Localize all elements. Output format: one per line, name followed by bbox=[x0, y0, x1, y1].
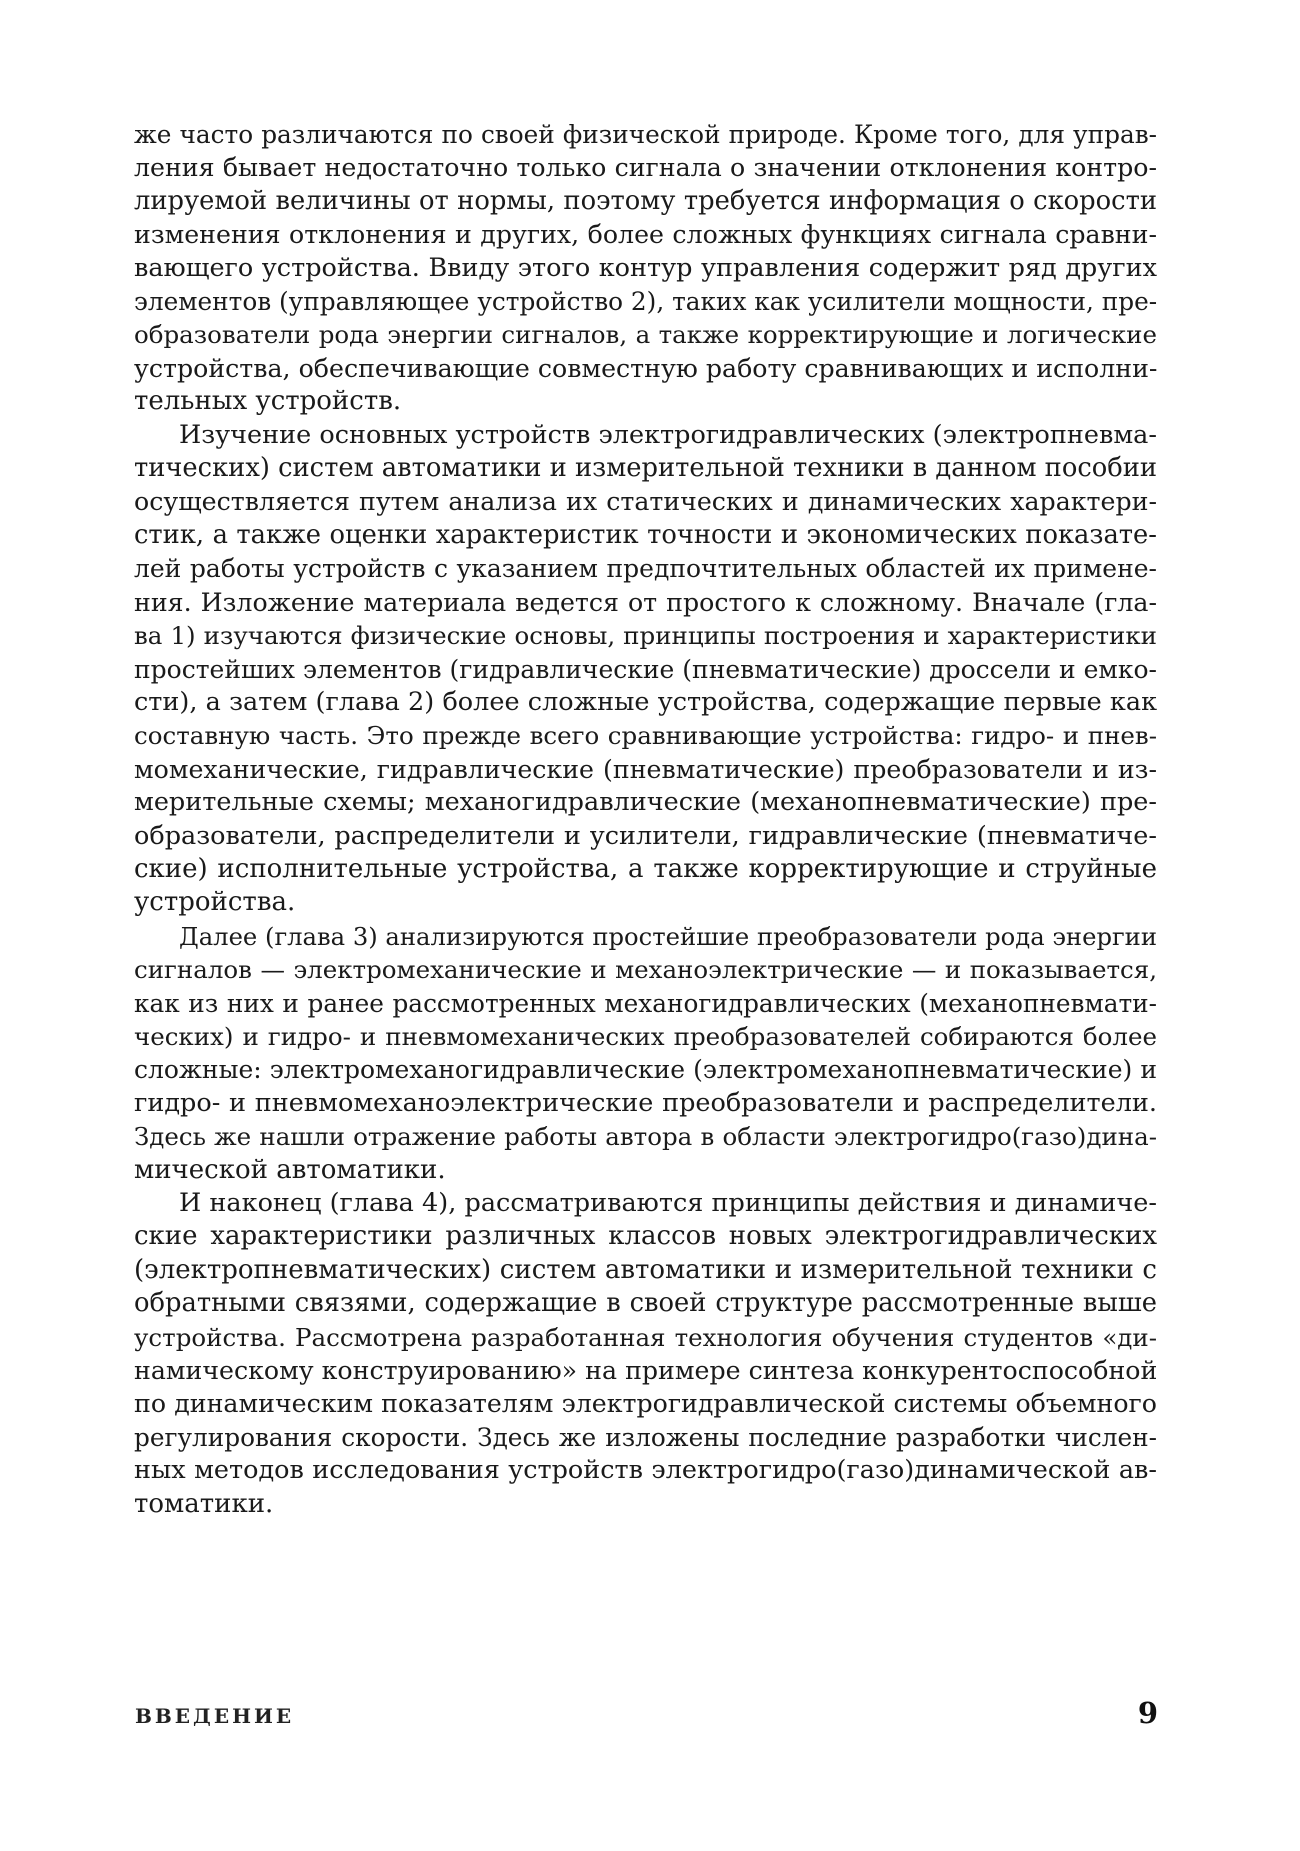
text-line: регулирования скорости. Здесь же изложены последние разработки числен- bbox=[134, 1422, 1157, 1452]
text-line: по динамическим показателям электрогидравлической системы объемного bbox=[134, 1389, 1157, 1419]
text-line: томатики. bbox=[134, 1488, 274, 1519]
text-line: намическому конструированию» на примере синтеза конкурентоспособной bbox=[134, 1356, 1158, 1386]
text-line: устройства. Рассмотрена разработанная технология обучения студентов «ди- bbox=[134, 1322, 1157, 1352]
text-line: изменения отклонения и других, более сложных функциях сигнала сравни- bbox=[134, 220, 1157, 250]
text-line: лируемой величины от нормы, поэтому требуется информация о скорости bbox=[134, 185, 1157, 216]
paragraph bbox=[134, 920, 1157, 1187]
paragraph bbox=[134, 419, 1157, 920]
text-line: ных методов исследования устройств электрогидро(газо)динамической ав- bbox=[134, 1455, 1157, 1486]
text-line: элементов (управляющее устройство 2), таких как усилители мощности, пре- bbox=[134, 287, 1158, 317]
text-line: (электропневматических) систем автоматики и измерительной техники с bbox=[134, 1254, 1157, 1285]
text-line: И наконец (глава 4), рассматриваются принципы действия и динамиче- bbox=[179, 1188, 1157, 1218]
text-line: сигналов — электромеханические и механоэлектрические — и показывается, bbox=[134, 955, 1157, 985]
text-line: как из них и ранее рассмотренных механогидравлических (механопневмати- bbox=[134, 988, 1157, 1018]
text-line: стик, а также оценки характеристик точности и экономических показате- bbox=[134, 519, 1157, 550]
page-number: 9 bbox=[1137, 1696, 1158, 1730]
text-line: осуществляется путем анализа их статических и динамических характери- bbox=[134, 487, 1157, 517]
text-line: Изучение основных устройств электрогидравлических (электропневма- bbox=[179, 419, 1157, 450]
paragraph bbox=[134, 118, 1157, 419]
text-line: ские характеристики различных классов новых электрогидравлических bbox=[134, 1221, 1157, 1252]
text-line: же часто различаются по своей физической природе. Кроме того, для управ- bbox=[134, 120, 1157, 149]
text-line: гидро- и пневмомеханоэлектрические преобразователи и распределители. bbox=[134, 1087, 1157, 1118]
text-line: ния. Изложение материала ведется от простого к сложному. Вначале (гла- bbox=[134, 587, 1157, 617]
body-text bbox=[134, 118, 1157, 1521]
running-footer-section: ВВЕДЕНИЕ bbox=[135, 1704, 295, 1728]
text-line: ва 1) изучаются физические основы, принципы построения и характеристики bbox=[134, 621, 1157, 651]
text-line: мерительные схемы; механогидравлические (механопневматические) пре- bbox=[134, 787, 1157, 818]
text-line: простейших элементов (гидравлические (пневматические) дроссели и емко- bbox=[134, 654, 1157, 684]
text-line: вающего устройства. Ввиду этого контур управления содержит ряд других bbox=[134, 252, 1157, 283]
text-line: обратными связями, содержащие в своей структуре рассмотренные выше bbox=[134, 1288, 1157, 1319]
text-line: тических) систем автоматики и измерительной техники в данном пособии bbox=[134, 453, 1158, 484]
text-line: ческих) и гидро- и пневмомеханических преобразователей собираются более bbox=[134, 1021, 1157, 1051]
text-line: момеханические, гидравлические (пневматические) преобразователи и из- bbox=[134, 754, 1157, 784]
text-line: сложные: электромеханогидравлические (электромеханопневматические) и bbox=[134, 1055, 1157, 1085]
text-line: Далее (глава 3) анализируются простейшие преобразователи рода энергии bbox=[179, 921, 1158, 951]
text-line: ления бывает недостаточно только сигнала о значении отклонения контро- bbox=[134, 153, 1157, 183]
text-line: устройства, обеспечивающие совместную работу сравнивающих и исполни- bbox=[134, 353, 1158, 383]
text-line: Здесь же нашли отражение работы автора в области электрогидро(газо)дина- bbox=[134, 1122, 1157, 1152]
text-line: тельных устройств. bbox=[134, 386, 402, 417]
text-line: лей работы устройств с указанием предпочтительных областей их примене- bbox=[134, 554, 1157, 584]
text-line: сти), а затем (глава 2) более сложные устройства, содержащие первые как bbox=[134, 686, 1157, 717]
text-line: мической автоматики. bbox=[134, 1154, 446, 1185]
text-line: образователи, распределители и усилители, гидравлические (пневматиче- bbox=[134, 820, 1157, 851]
text-line: ские) исполнительные устройства, а также корректирующие и струйные bbox=[134, 853, 1157, 884]
text-line: устройства. bbox=[134, 887, 296, 918]
text-line: составную часть. Это прежде всего сравнивающие устройства: гидро- и пнев- bbox=[134, 721, 1157, 751]
paragraph bbox=[134, 1187, 1157, 1521]
text-line: образователи рода энергии сигналов, а также корректирующие и логические bbox=[134, 320, 1157, 350]
